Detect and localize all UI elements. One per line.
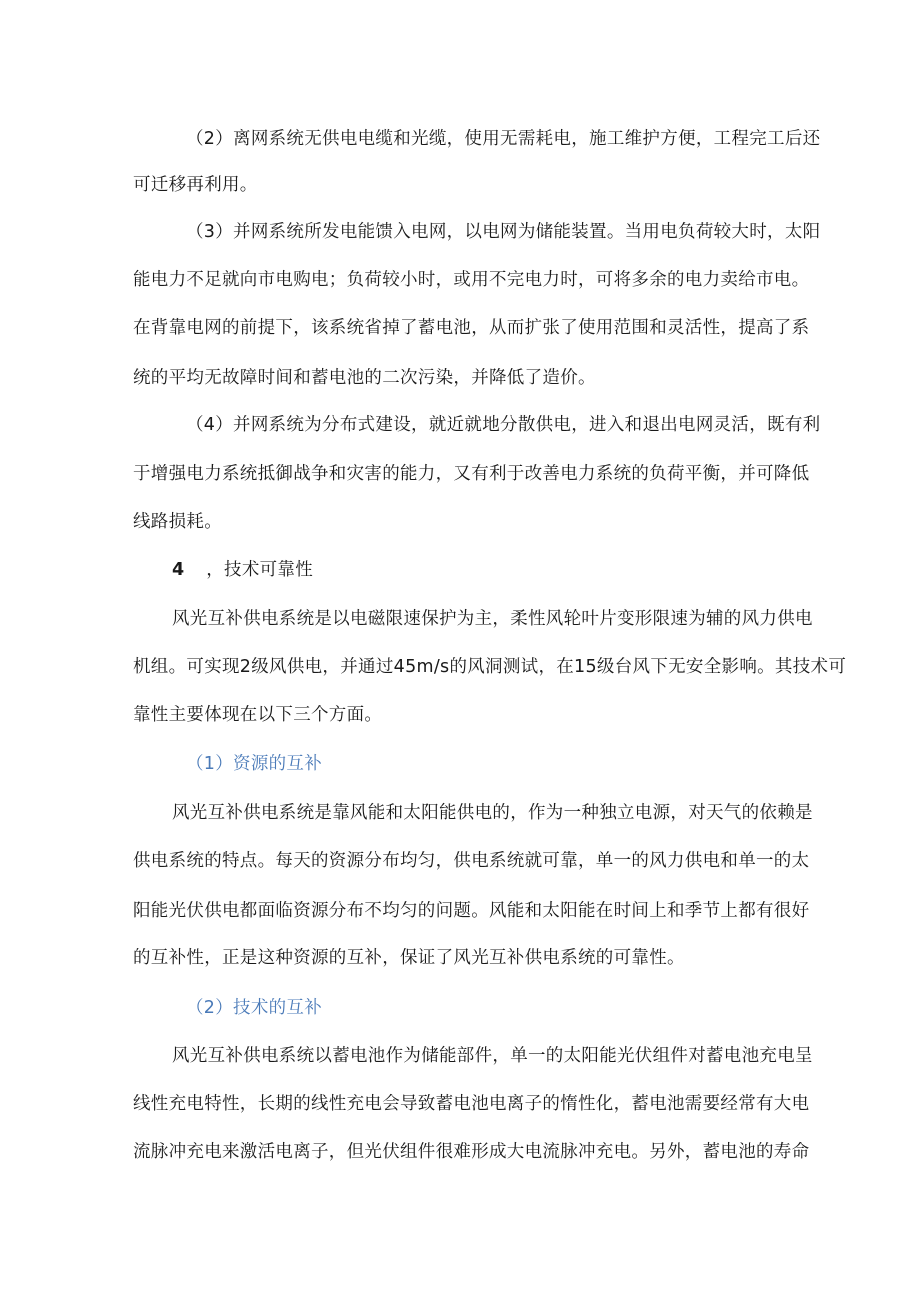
section-4-heading: [172, 558, 313, 582]
subsection-1-line-2: 供电系统的特点。每天的资源分布均匀，供电系统就可靠，单一的风力供电和单一的太: [133, 851, 810, 871]
section-4-number: 4: [172, 560, 185, 580]
section-4-intro-line-2: 机组。可实现2级风供电，并通过45m/s的风洞测试，在15级台风下无安全影响。其技术可: [133, 657, 847, 677]
paragraph-3-line-2: 能电力不足就向市电购电；负荷较小时，或用不完电力时，可将多余的电力卖给市电。: [133, 270, 810, 290]
subsection-2-line-2: 线性充电特性，长期的线性充电会导致蓄电池电离子的惰性化，蓄电池需要经常有大电: [133, 1094, 810, 1114]
subsection-1-heading: （1）资源的互补: [186, 754, 323, 774]
paragraph-2-line-2: 可迁移再利用。: [133, 175, 258, 195]
subsection-2-line-1: 风光互补供电系统以蓄电池作为储能部件，单一的太阳能光伏组件对蓄电池充电呈: [172, 1046, 813, 1066]
paragraph-4-line-3: 线路损耗。: [133, 512, 222, 532]
paragraph-3-line-1: （3）并网系统所发电能馈入电网，以电网为储能装置。当用电负荷较大时，太阳: [186, 222, 821, 242]
subsection-2-heading: （2）技术的互补: [186, 998, 323, 1018]
paragraph-4-line-2: 于增强电力系统抵御战争和灾害的能力，又有利于改善电力系统的负荷平衡，并可降低: [133, 464, 810, 484]
paragraph-4-line-1: （4）并网系统为分布式建设，就近就地分散供电，进入和退出电网灵活，既有利: [186, 415, 821, 435]
subsection-1-line-1: 风光互补供电系统是靠风能和太阳能供电的，作为一种独立电源，对天气的依赖是: [172, 803, 813, 823]
subsection-2-line-3: 流脉冲充电来激活电离子，但光伏组件很难形成大电流脉冲充电。另外，蓄电池的寿命: [133, 1142, 810, 1162]
section-4-intro-line-3: 靠性主要体现在以下三个方面。: [133, 705, 383, 725]
paragraph-2-line-1: （2）离网系统无供电电缆和光缆，使用无需耗电，施工维护方便，工程完工后还: [186, 129, 821, 149]
section-4-title: ，技术可靠性: [206, 560, 314, 580]
paragraph-3-line-3: 在背靠电网的前提下，该系统省掉了蓄电池，从而扩张了使用范围和灵活性，提高了系: [133, 318, 810, 338]
subsection-1-line-4: 的互补性，正是这种资源的互补，保证了风光互补供电系统的可靠性。: [133, 948, 685, 968]
section-4-intro-line-1: 风光互补供电系统是以电磁限速保护为主，柔性风轮叶片变形限速为辅的风力供电: [172, 609, 813, 629]
subsection-1-line-3: 阳能光伏供电都面临资源分布不均匀的问题。风能和太阳能在时间上和季节上都有很好: [133, 901, 810, 921]
paragraph-3-line-4: 统的平均无故障时间和蓄电池的二次污染，并降低了造价。: [133, 368, 596, 388]
